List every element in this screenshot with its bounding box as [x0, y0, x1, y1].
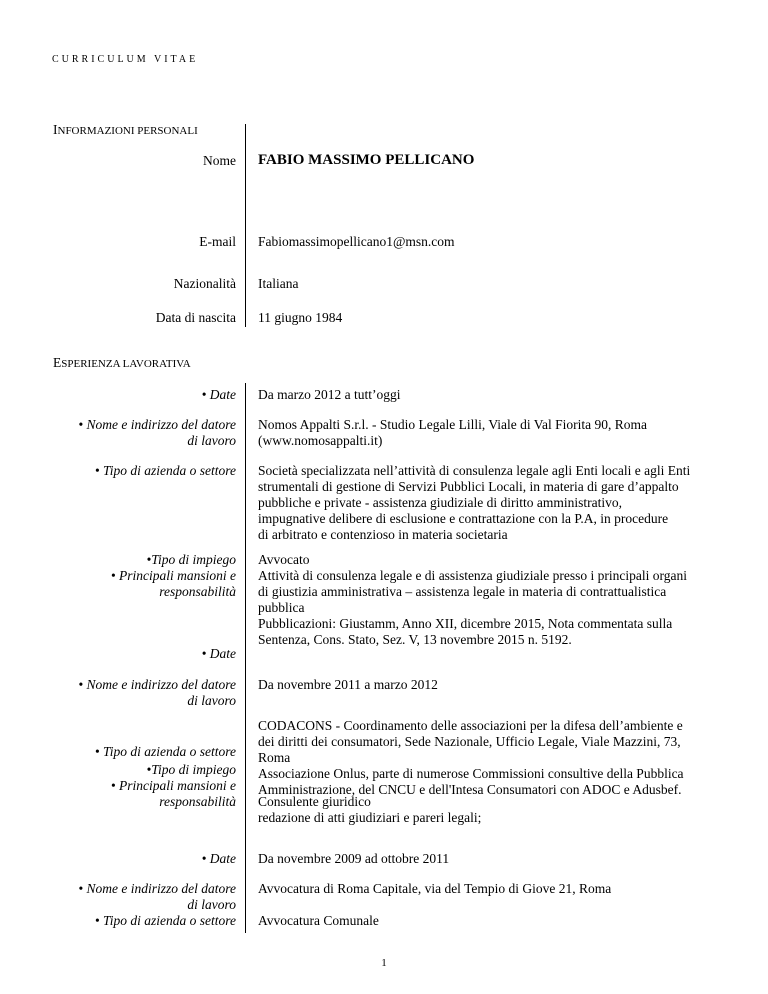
job3-sector: Avvocatura Comunale	[258, 913, 379, 928]
section-personal-info: INFORMAZIONI PERSONALI	[53, 122, 198, 137]
value-email: Fabiomassimopellicano1@msn.com	[258, 234, 455, 249]
label-date: • Date	[201, 851, 236, 866]
label-job-type: •Tipo di impiego	[146, 552, 236, 567]
label-duties: • Principali mansioni e	[110, 778, 236, 793]
label-name: Nome	[203, 153, 236, 168]
label-employer-cont: di lavoro	[187, 693, 236, 708]
label-sector: • Tipo di azienda o settore	[94, 463, 236, 478]
job1-date: Da marzo 2012 a tutt’oggi	[258, 387, 401, 402]
value-nationality: Italiana	[258, 276, 299, 291]
page-number: 1	[381, 957, 387, 969]
job2-date: Da novembre 2011 a marzo 2012	[258, 677, 438, 692]
label-duties-cont: responsabilità	[159, 584, 236, 599]
label-employer: • Nome e indirizzo del datore	[78, 677, 236, 692]
job1-employer-url: (www.nomosappalti.it)	[258, 433, 383, 448]
job3-employer: Avvocatura di Roma Capitale, via del Tempio di Giove 21, Roma	[258, 881, 612, 896]
value-birthdate: 11 giugno 1984	[258, 310, 343, 325]
job1-details: Avvocato Attività di consulenza legale e di assistenza giudiziale presso i principali organi di giustizia amministrativa – assistenza legale in materia di contrattualistica pubblica Pubblicazioni: Giustamm, Anno XII, dicembre 2015, Nota commentata sulla Sentenza, Cons. Stato, Sez. V, 13 novembre 2015 n. 5192.	[258, 552, 687, 647]
label-sector: • Tipo di azienda o settore	[94, 744, 236, 759]
job1-employer: Nomos Appalti S.r.l. - Studio Legale Lilli, Viale di Val Fiorita 90, Roma	[258, 417, 648, 432]
label-employer: • Nome e indirizzo del datore	[78, 881, 236, 896]
label-birthdate: Data di nascita	[155, 310, 236, 325]
label-email: E-mail	[199, 234, 236, 249]
job2-details: Consulente giuridico redazione di atti giudiziari e pareri legali;	[258, 794, 482, 825]
job3-date: Da novembre 2009 ad ottobre 2011	[258, 851, 450, 866]
label-sector: • Tipo di azienda o settore	[94, 913, 236, 928]
label-job-type: •Tipo di impiego	[146, 762, 236, 777]
experience-divider-line	[245, 383, 246, 933]
label-date: • Date	[201, 646, 236, 661]
label-employer: • Nome e indirizzo del datore	[78, 417, 236, 432]
job1-sector: Società specializzata nell’attività di consulenza legale agli Enti locali e agli Enti strumentali di gestione di Servizi Pubblici Locali, in materia di gare d’appalto pubbliche e private - assistenza giudiziale di diritto amministrativo, impugnative delibere di esclusione e contrattazione con la P.A, in procedure di arbitrato e contenzioso in materia societaria	[258, 463, 691, 542]
label-nationality: Nazionalità	[173, 276, 236, 291]
value-name: FABIO MASSIMO PELLICANO	[258, 152, 475, 168]
personal-divider-line	[245, 124, 246, 327]
label-duties: • Principali mansioni e	[110, 568, 236, 583]
cv-header: CURRICULUM VITAE	[52, 54, 199, 65]
label-employer-cont: di lavoro	[187, 433, 236, 448]
section-work-experience: ESPERIENZA LAVORATIVA	[53, 355, 191, 370]
label-date: • Date	[201, 387, 236, 402]
label-employer-cont: di lavoro	[187, 897, 236, 912]
label-duties-cont: responsabilità	[159, 794, 236, 809]
job2-employer-sector: CODACONS - Coordinamento delle associazioni per la difesa dell’ambiente e dei diritti dei consumatori, Sede Nazionale, Ufficio Legale, Viale Mazzini, 73, Roma Associazione Onlus, parte di numerose Commissioni consultive della Pubblica Amministrazione, del CNCU e dell'Intesa Consumatori con ADOC e Adusbef.	[258, 718, 684, 797]
